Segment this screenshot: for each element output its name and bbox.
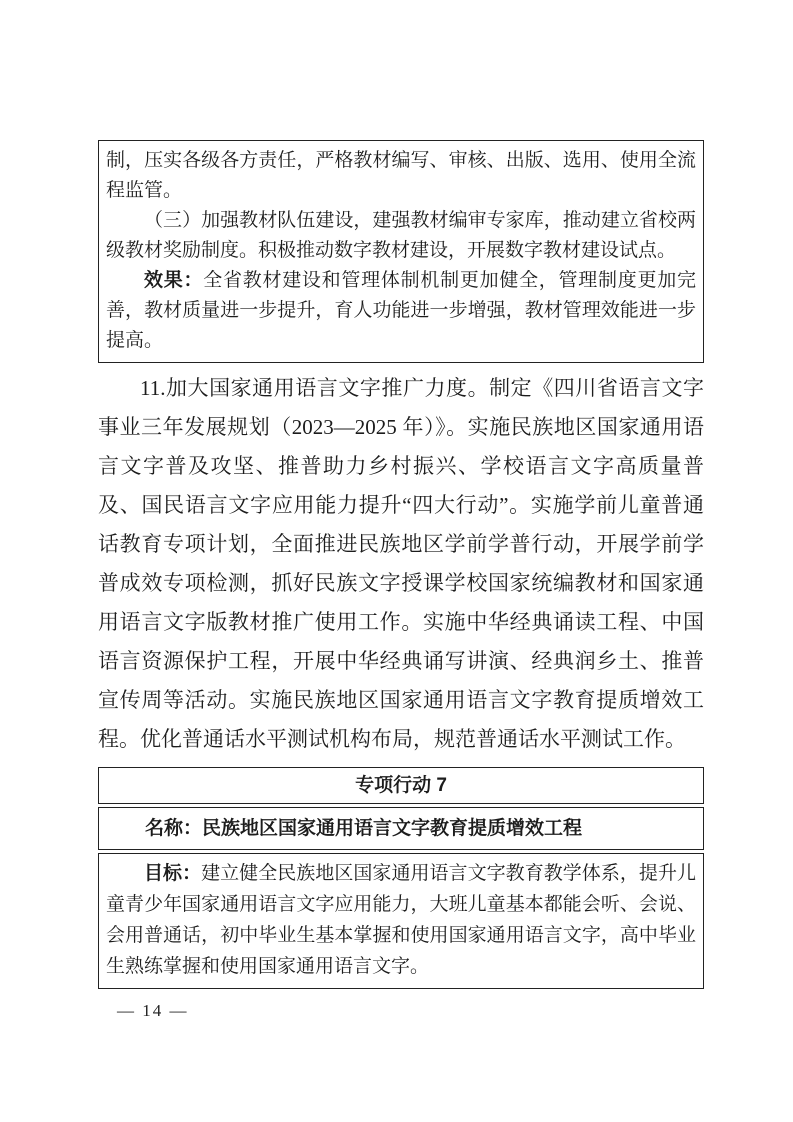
page-content bbox=[98, 140, 704, 989]
carryover-table-box bbox=[98, 140, 704, 363]
effect-label: 效果： bbox=[144, 270, 204, 291]
table-row-goal bbox=[98, 853, 704, 989]
special-action-table bbox=[98, 767, 704, 989]
table-row-name: 名称：民族地区国家通用语言文字教育提质增效工程 bbox=[98, 807, 704, 850]
carryover-paragraph-1 bbox=[106, 146, 696, 206]
effect-text: 全省教材建设和管理体制机制更加健全，管理制度更加完善，教材质量进一步提升，育人功能进一步增强，教材管理效能进一步提高。 bbox=[106, 270, 696, 351]
goal-label: 目标： bbox=[144, 863, 202, 884]
item-11-paragraph: 11.加大国家通用语言文字推广力度。制定《四川省语言文字事业三年发展规划（2023—2025 年）》。实施民族地区国家通用语言文字普及攻坚、推普助力乡村振兴、学校语言文字高质量普及、国民语言文字应用能力提升“四大行动”。实施学前儿童普通话教育专项计划，全面推进民族地区学前学普行动，开展学前学普成效专项检测，抓好民族文字授课学校国家统编教材和国家通用语言文字版教材推广使用工作。实施中华经典诵读工程、中国语言资源保护工程，开展中华经典诵写讲演、经典润乡土、推普宣传周等活动。实施民族地区国家通用语言文字教育提质增效工程。优化普通话水平测试机构布局，规范普通话水平测试工作。 bbox=[98, 376, 704, 751]
table-header-special-action-7: 专项行动 7 bbox=[98, 767, 704, 804]
carryover-paragraph-2 bbox=[106, 206, 696, 266]
carryover-paragraph-3 bbox=[106, 266, 696, 356]
carryover-paragraph-1-text: 制，压实各级各方责任，严格教材编写、审核、出版、选用、使用全流程监管。 bbox=[106, 150, 696, 201]
goal-text: 建立健全民族地区国家通用语言文字教育教学体系，提升儿童青少年国家通用语言文字应用能力，大班儿童基本都能会听、会说、会用普通话，初中毕业生基本掌握和使用国家通用语言文字，高中毕业生熟练掌握和使用国家通用语言文字。 bbox=[106, 863, 696, 977]
page-number: — 14 — bbox=[117, 1001, 189, 1020]
carryover-paragraph-2-text: （三）加强教材队伍建设，建强教材编审专家库，推动建立省校两级教材奖励制度。积极推动数字教材建设，开展数字教材建设试点。 bbox=[106, 210, 696, 261]
